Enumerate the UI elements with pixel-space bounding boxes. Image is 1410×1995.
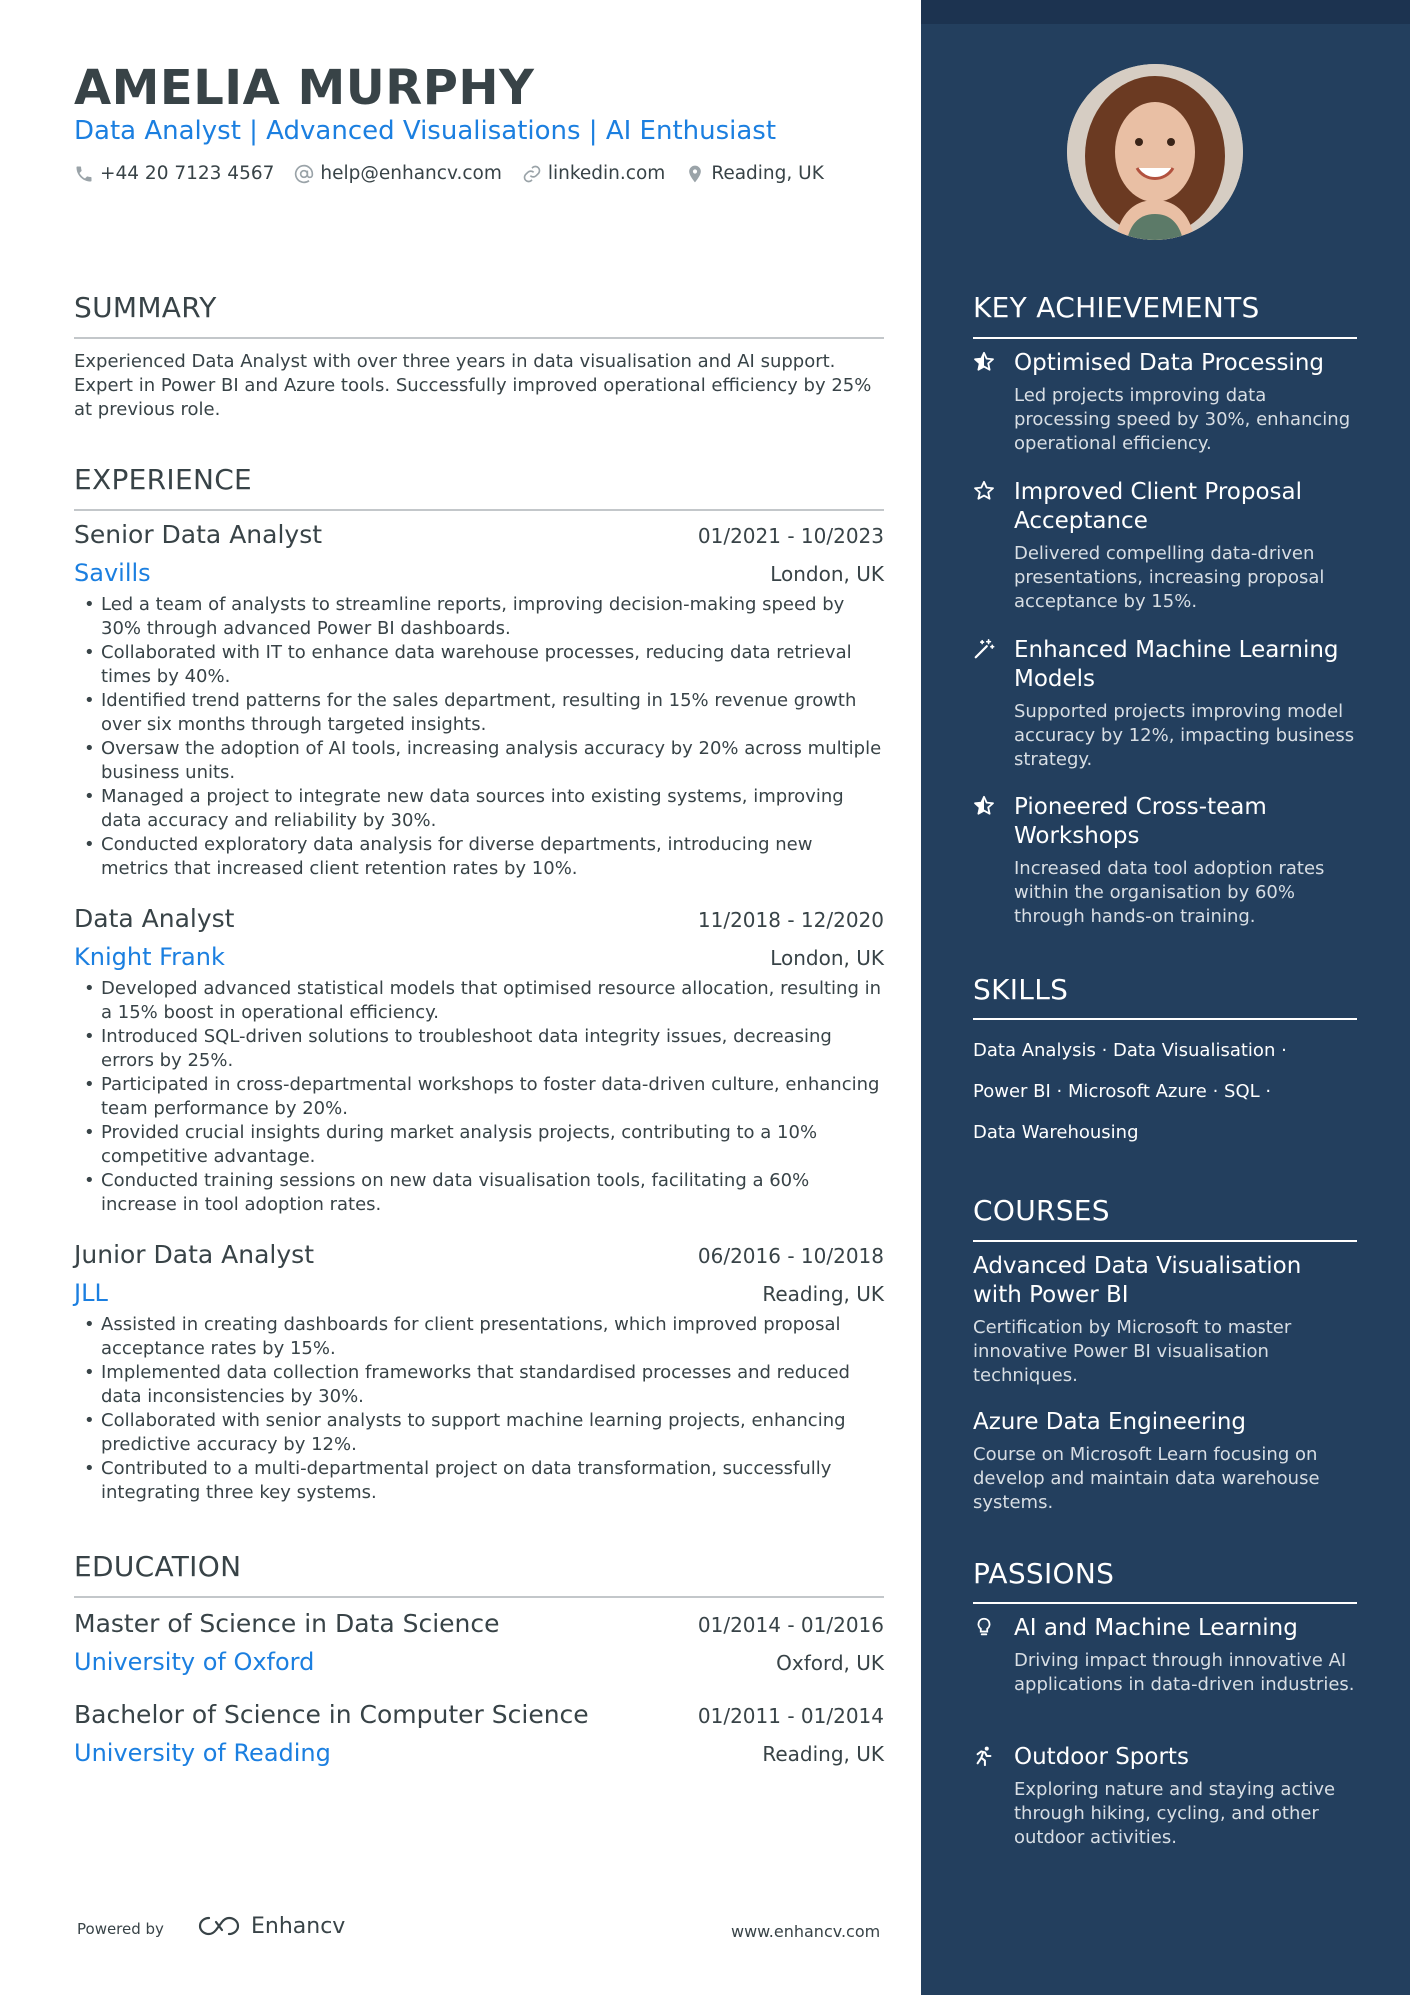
achievement-item [973, 478, 1357, 614]
education-entry [74, 1700, 884, 1767]
achievement-item [973, 793, 1357, 929]
contact-linkedin-text: linkedin.com [547, 163, 666, 184]
job-bullets [74, 593, 884, 881]
achievement-title: Pioneered Cross-team Workshops [1014, 794, 1267, 849]
job-bullet: • Led a team of analysts to streamline reports, improving decision-making speed by 30% through advanced Power BI dashboards. [74, 593, 884, 641]
job-location: London, UK [770, 562, 884, 586]
skills-line: Data Analysis · Data Visualisation · [973, 1040, 1287, 1061]
passions-heading: PASSIONS [973, 1557, 1115, 1590]
passion-item [973, 1743, 1357, 1850]
enhancv-logo-icon [195, 1912, 243, 1940]
powered-by-label: Powered by [77, 1920, 164, 1938]
job-entry [74, 904, 884, 1217]
job-bullets [74, 1313, 884, 1505]
achievement-desc: Delivered compelling data-driven presentations, increasing proposal acceptance by 15%. [1014, 543, 1325, 612]
achievements-divider [973, 337, 1357, 339]
job-title: Senior Data Analyst [74, 520, 323, 549]
achievement-desc: Led projects improving data processing speed by 30%, enhancing operational efficiency. [1014, 385, 1351, 454]
passion-title: Outdoor Sports [1014, 1744, 1189, 1770]
sidebar [921, 0, 1410, 1995]
job-bullet: • Conducted training sessions on new data visualisation tools, facilitating a 60% increase in tool adoption rates. [74, 1169, 884, 1217]
at-sign-icon [294, 164, 314, 184]
job-bullet: • Contributed to a multi-departmental project on data transformation, successfully integrating three key systems. [74, 1457, 884, 1505]
job-bullet: • Collaborated with IT to enhance data warehouse processes, reducing data retrieval times by 40%. [74, 641, 884, 689]
achievement-title: Improved Client Proposal Acceptance [1014, 479, 1303, 534]
job-title: Junior Data Analyst [74, 1240, 315, 1269]
course-title: Advanced Data Visualisation with Power BI [973, 1253, 1302, 1308]
school: University of Oxford [74, 1648, 315, 1676]
contact-location [685, 163, 824, 184]
passions-divider [973, 1602, 1357, 1604]
star-half-icon [973, 351, 995, 373]
job-bullet: • Oversaw the adoption of AI tools, increasing analysis accuracy by 20% across multiple business units. [74, 737, 884, 785]
courses-divider [973, 1240, 1357, 1242]
degree: Master of Science in Data Science [74, 1609, 500, 1638]
job-bullet: • Collaborated with senior analysts to support machine learning projects, enhancing predictive accuracy by 12%. [74, 1409, 884, 1457]
course-desc: Certification by Microsoft to master innovative Power BI visualisation techniques. [973, 1317, 1292, 1386]
job-company: JLL [74, 1279, 108, 1307]
course-item [973, 1408, 1357, 1515]
achievement-desc: Increased data tool adoption rates within the organisation by 60% through hands-on training. [1014, 858, 1325, 927]
job-bullet: • Participated in cross-departmental workshops to foster data-driven culture, enhancing team performance by 20%. [74, 1073, 884, 1121]
job-bullet: • Provided crucial insights during market analysis projects, contributing to a 10% competitive advantage. [74, 1121, 884, 1169]
contact-phone-text: +44 20 7123 4567 [100, 163, 275, 184]
avatar [1067, 64, 1243, 240]
degree: Bachelor of Science in Computer Science [74, 1700, 589, 1729]
footer-url[interactable]: www.enhancv.com [731, 1922, 881, 1941]
education-dates: 01/2014 - 01/2016 [697, 1613, 884, 1637]
star-outline-icon [973, 480, 995, 502]
tagline: Data Analyst | Advanced Visualisations | AI Enthusiast [74, 116, 777, 146]
location-pin-icon [685, 164, 705, 184]
education-entry [74, 1609, 884, 1676]
achievement-title: Enhanced Machine Learning Models [1014, 637, 1339, 692]
magic-wand-icon [973, 638, 995, 660]
summary-heading: SUMMARY [74, 291, 217, 324]
job-company: Savills [74, 559, 151, 587]
job-entry [74, 520, 884, 881]
job-location: London, UK [770, 946, 884, 970]
job-entry [74, 1240, 884, 1505]
contact-email-text: help@enhancv.com [320, 163, 502, 184]
skills-divider [973, 1018, 1357, 1020]
job-bullets [74, 977, 884, 1217]
job-bullet: • Assisted in creating dashboards for client presentations, which improved proposal acceptance rates by 15%. [74, 1313, 884, 1361]
phone-icon [74, 164, 94, 184]
sidebar-top-strip [921, 0, 1410, 24]
skills-line: Power BI · Microsoft Azure · SQL · [973, 1081, 1272, 1102]
passion-title: AI and Machine Learning [1014, 1615, 1298, 1641]
passion-desc: Driving impact through innovative AI applications in data-driven industries. [1014, 1650, 1355, 1695]
job-bullet: • Managed a project to integrate new data sources into existing systems, improving data accuracy and reliability by 30%. [74, 785, 884, 833]
passion-desc: Exploring nature and staying active through hiking, cycling, and other outdoor activities. [1014, 1779, 1336, 1848]
course-item [973, 1252, 1357, 1388]
achievement-item [973, 636, 1357, 772]
running-icon [973, 1745, 995, 1767]
job-company: Knight Frank [74, 943, 225, 971]
contact-location-text: Reading, UK [711, 163, 824, 184]
achievement-desc: Supported projects improving model accuracy by 12%, impacting business strategy. [1014, 701, 1355, 770]
contact-bar [74, 163, 824, 184]
job-location: Reading, UK [762, 1282, 884, 1306]
job-bullet: • Developed advanced statistical models that optimised resource allocation, resulting in a 15% boost in operational efficiency. [74, 977, 884, 1025]
job-dates: 11/2018 - 12/2020 [697, 908, 884, 932]
star-half-icon [973, 795, 995, 817]
job-dates: 06/2016 - 10/2018 [697, 1244, 884, 1268]
course-desc: Course on Microsoft Learn focusing on develop and maintain data warehouse systems. [973, 1444, 1320, 1513]
education-dates: 01/2011 - 01/2014 [697, 1704, 884, 1728]
achievements-heading: KEY ACHIEVEMENTS [973, 291, 1260, 324]
summary-text: Experienced Data Analyst with over three years in data visualisation and AI support. Expert in Power BI and Azure tools. Successfully improved operational efficiency by 25% at previous role. [74, 351, 872, 420]
job-bullet: • Conducted exploratory data analysis for diverse departments, introducing new metrics that increased client retention rates by 10%. [74, 833, 884, 881]
school: University of Reading [74, 1739, 331, 1767]
candidate-name: AMELIA MURPHY [74, 60, 535, 116]
skills-line: Data Warehousing [973, 1122, 1139, 1143]
experience-divider [74, 509, 884, 511]
job-title: Data Analyst [74, 904, 235, 933]
job-dates: 01/2021 - 10/2023 [697, 524, 884, 548]
summary-divider [74, 337, 884, 339]
education-location: Reading, UK [762, 1742, 884, 1766]
link-icon [522, 164, 542, 184]
contact-linkedin[interactable] [522, 163, 665, 184]
contact-email[interactable] [294, 163, 501, 184]
achievement-item [973, 349, 1357, 456]
job-bullet: • Identified trend patterns for the sales department, resulting in 15% revenue growth over six months through targeted insights. [74, 689, 884, 737]
lightbulb-icon [973, 1616, 995, 1638]
education-heading: EDUCATION [74, 1550, 242, 1583]
passion-item [973, 1614, 1357, 1697]
skills-heading: SKILLS [973, 973, 1069, 1006]
job-bullet: • Implemented data collection frameworks that standardised processes and reduced data inconsistencies by 30%. [74, 1361, 884, 1409]
skills-list [973, 1030, 1357, 1153]
enhancv-brand: Enhancv [251, 1913, 346, 1939]
education-divider [74, 1596, 884, 1598]
education-location: Oxford, UK [776, 1651, 884, 1675]
job-bullet: • Introduced SQL-driven solutions to troubleshoot data integrity issues, decreasing errors by 25%. [74, 1025, 884, 1073]
experience-heading: EXPERIENCE [74, 463, 253, 496]
achievement-title: Optimised Data Processing [1014, 350, 1324, 376]
course-title: Azure Data Engineering [973, 1409, 1247, 1435]
contact-phone[interactable] [74, 163, 274, 184]
courses-heading: COURSES [973, 1194, 1110, 1227]
enhancv-logo[interactable] [195, 1912, 345, 1940]
